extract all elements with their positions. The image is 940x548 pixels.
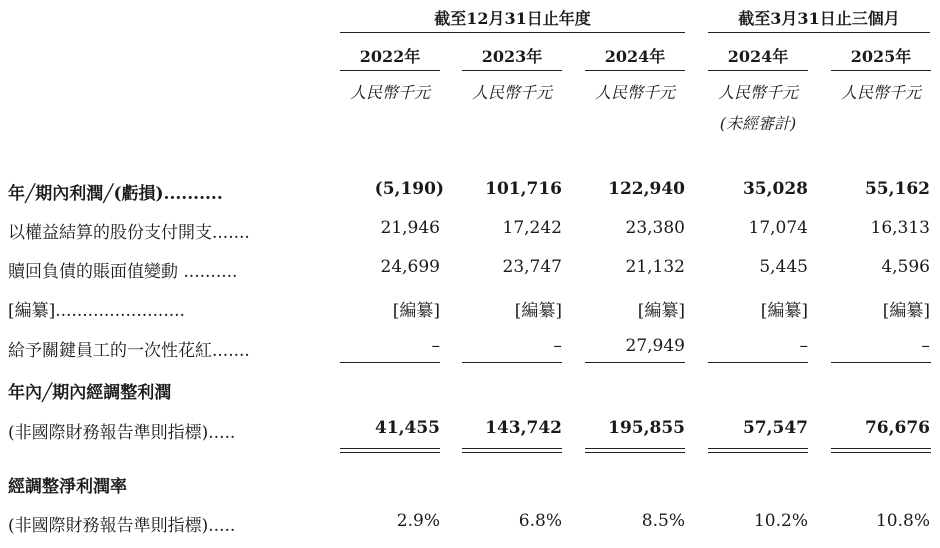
cell-value: 101,716: [485, 179, 562, 199]
cell-value: [編纂]: [760, 301, 808, 321]
cell-value: 23,380: [625, 218, 685, 238]
header-group-annual-rule: [340, 32, 685, 33]
cell-value: 35,028: [742, 179, 808, 199]
cell-value: –: [921, 336, 930, 356]
cell-value: 23,747: [502, 257, 562, 277]
cell-value: 5,445: [759, 257, 808, 277]
cell-value: 6.8%: [518, 511, 562, 531]
cell-value: 143,742: [485, 418, 562, 438]
row-label-share-payment: 以權益結算的股份支付開支.......: [8, 223, 250, 243]
cell-value: [編纂]: [882, 301, 930, 321]
cell-value: 10.2%: [753, 511, 808, 531]
header-group-quarter-rule: [708, 32, 930, 33]
row-label-profit: 年╱期內利潤╱(虧損)..........: [8, 184, 223, 204]
subtotal-rule: [831, 362, 931, 363]
cell-value: 21,946: [380, 218, 440, 238]
row-label-adjusted-net-margin: 經調整淨利潤率: [8, 477, 127, 497]
column-rule: [831, 70, 931, 71]
row-label-bonus: 給予關鍵員工的一次性花紅.......: [8, 341, 250, 361]
column-year-2022: 2022年: [359, 47, 421, 66]
cell-value: 76,676: [864, 418, 930, 438]
column-rule: [708, 70, 808, 71]
cell-value: 24,699: [380, 257, 440, 277]
total-double-rule: [585, 448, 685, 453]
cell-value: [編纂]: [514, 301, 562, 321]
column-rule: [585, 70, 685, 71]
column-year-2024-q1: 2024年: [727, 47, 789, 66]
subtotal-rule: [708, 362, 808, 363]
cell-value: 8.5%: [641, 511, 685, 531]
subtotal-rule: [340, 362, 440, 363]
column-unit: 人民幣千元: [471, 83, 552, 102]
cell-value: 10.8%: [875, 511, 930, 531]
cell-value: [編纂]: [637, 301, 685, 321]
column-unit: 人民幣千元: [349, 83, 430, 102]
total-double-rule: [462, 448, 562, 453]
subtotal-rule: [585, 362, 685, 363]
column-note-unaudited: (未經審計): [719, 114, 797, 133]
row-label-non-ifrs-measure: (非國際財務報告準則指標).....: [8, 516, 236, 536]
total-double-rule: [831, 448, 931, 453]
cell-value: 4,596: [881, 257, 930, 277]
cell-value: –: [799, 336, 808, 356]
column-unit: 人民幣千元: [717, 83, 798, 102]
cell-value: 57,547: [742, 418, 808, 438]
header-group-quarter: 截至3月31日止三個月: [738, 9, 900, 28]
column-year-2024: 2024年: [604, 47, 666, 66]
cell-value: 16,313: [870, 218, 930, 238]
row-label-non-ifrs-measure: (非國際財務報告準則指標).....: [8, 423, 236, 443]
column-year-2025-q1: 2025年: [850, 47, 912, 66]
cell-value: 2.9%: [396, 511, 440, 531]
row-label-redemption-liability: 贖回負債的賬面值變動 ..........: [8, 262, 238, 282]
cell-value: 122,940: [608, 179, 685, 199]
cell-value: [編纂]: [392, 301, 440, 321]
column-year-2023: 2023年: [481, 47, 543, 66]
column-rule: [340, 70, 440, 71]
total-double-rule: [340, 448, 440, 453]
subtotal-rule: [462, 362, 562, 363]
column-unit: 人民幣千元: [840, 83, 921, 102]
cell-value: 195,855: [608, 418, 685, 438]
header-group-annual: 截至12月31日止年度: [434, 9, 591, 28]
cell-value: –: [431, 336, 440, 356]
total-double-rule: [708, 448, 808, 453]
cell-value: –: [553, 336, 562, 356]
row-label-redacted: [編纂]........................: [8, 301, 185, 321]
cell-value: 17,074: [748, 218, 808, 238]
column-unit: 人民幣千元: [594, 83, 675, 102]
cell-value: (5,190): [374, 179, 444, 199]
column-rule: [462, 70, 562, 71]
row-label-adjusted-profit: 年內╱期內經調整利潤: [8, 383, 172, 403]
cell-value: 55,162: [864, 179, 930, 199]
cell-value: 21,132: [625, 257, 685, 277]
cell-value: 17,242: [502, 218, 562, 238]
cell-value: 27,949: [625, 336, 685, 356]
cell-value: 41,455: [374, 418, 440, 438]
